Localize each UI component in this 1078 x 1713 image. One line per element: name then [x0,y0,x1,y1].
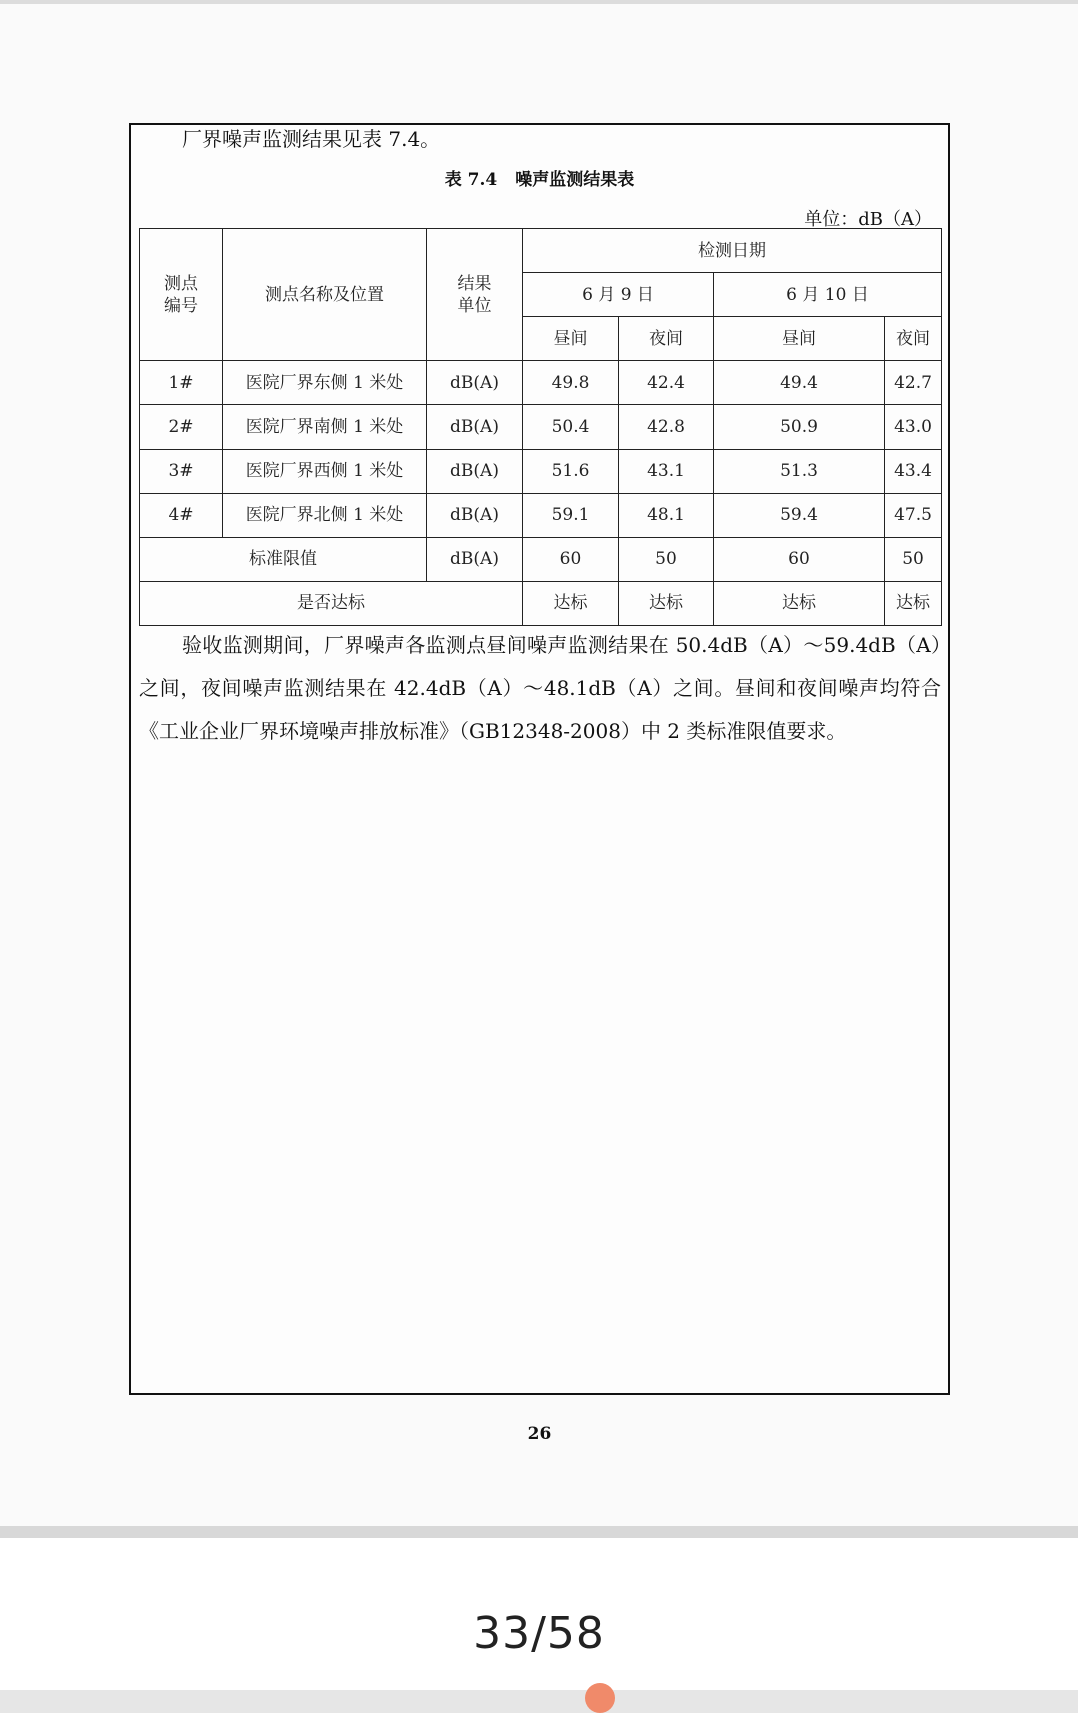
table-number: 表 7.4 [444,170,498,190]
limit-unit: dB(A) [427,537,523,581]
cell-value: 50.9 [714,405,885,449]
cell-value: 42.8 [619,405,714,449]
cell-point-name: 医院厂界南侧 1 米处 [223,405,427,449]
cell-unit: dB(A) [427,361,523,405]
table-title: 噪声监测结果表 [515,170,635,190]
header-point-name: 测点名称及位置 [223,229,427,361]
compliance-value: 达标 [619,581,714,625]
table-caption [129,165,950,190]
cell-value: 49.8 [523,361,619,405]
table-row [140,405,942,449]
cell-value: 43.1 [619,449,714,493]
scroll-position-indicator[interactable] [585,1683,615,1713]
compliance-value: 达标 [714,581,885,625]
compliance-value: 达标 [523,581,619,625]
cell-value: 42.7 [885,361,942,405]
limit-value: 60 [714,537,885,581]
noise-results-table [139,228,942,626]
cell-value: 59.1 [523,493,619,537]
cell-value: 47.5 [885,493,942,537]
limit-value: 60 [523,537,619,581]
cell-unit: dB(A) [427,449,523,493]
conclusion-text: 验收监测期间，厂界噪声各监测点昼间噪声监测结果在 50.4dB（A）～59.4dB（A）之间，夜间噪声监测结果在 42.4dB（A）～48.1dB（A）之间。昼间和夜间噪声均符合《工业企业厂界环境噪声排放标准》（GB12348-2008）中 2 类标准限值要求。 [139,633,941,743]
cell-value: 43.4 [885,449,942,493]
header-period-day-2: 昼间 [714,317,885,361]
cell-value: 50.4 [523,405,619,449]
header-period-night-2: 夜间 [885,317,942,361]
cell-point-name: 医院厂界北侧 1 米处 [223,493,427,537]
compliance-row [140,581,942,625]
limit-value: 50 [619,537,714,581]
limit-label: 标准限值 [140,537,427,581]
header-period-day-1: 昼间 [523,317,619,361]
cell-value: 48.1 [619,493,714,537]
cell-value: 42.4 [619,361,714,405]
page-divider [0,1526,1078,1538]
cell-value: 59.4 [714,493,885,537]
compliance-value: 达标 [885,581,942,625]
header-row [140,229,942,273]
cell-value: 51.3 [714,449,885,493]
cell-unit: dB(A) [427,493,523,537]
header-point-id: 测点 编号 [140,229,223,361]
header-result-unit: 结果 单位 [427,229,523,361]
unit-note: 单位：dB（A） [804,209,932,230]
compliance-label: 是否达标 [140,581,523,625]
table-row [140,361,942,405]
cell-unit: dB(A) [427,405,523,449]
cell-value: 43.0 [885,405,942,449]
header-detect-date: 检测日期 [523,229,942,273]
cell-value: 51.6 [523,449,619,493]
intro-text: 厂界噪声监测结果见表 7.4。 [182,127,441,151]
cell-point-id: 4# [140,493,223,537]
cell-point-id: 2# [140,405,223,449]
header-date-june-9: 6 月 9 日 [523,273,714,317]
limit-row [140,537,942,581]
cell-value: 49.4 [714,361,885,405]
cell-point-id: 1# [140,361,223,405]
page-indicator: 33/58 [473,1608,605,1659]
cell-point-name: 医院厂界西侧 1 米处 [223,449,427,493]
cell-point-id: 3# [140,449,223,493]
header-date-june-10: 6 月 10 日 [714,273,942,317]
conclusion-paragraph [139,624,941,753]
table-row [140,449,942,493]
page-number: 26 [527,1424,552,1444]
cell-point-name: 医院厂界东侧 1 米处 [223,361,427,405]
header-period-night-1: 夜间 [619,317,714,361]
limit-value: 50 [885,537,942,581]
table-row [140,493,942,537]
